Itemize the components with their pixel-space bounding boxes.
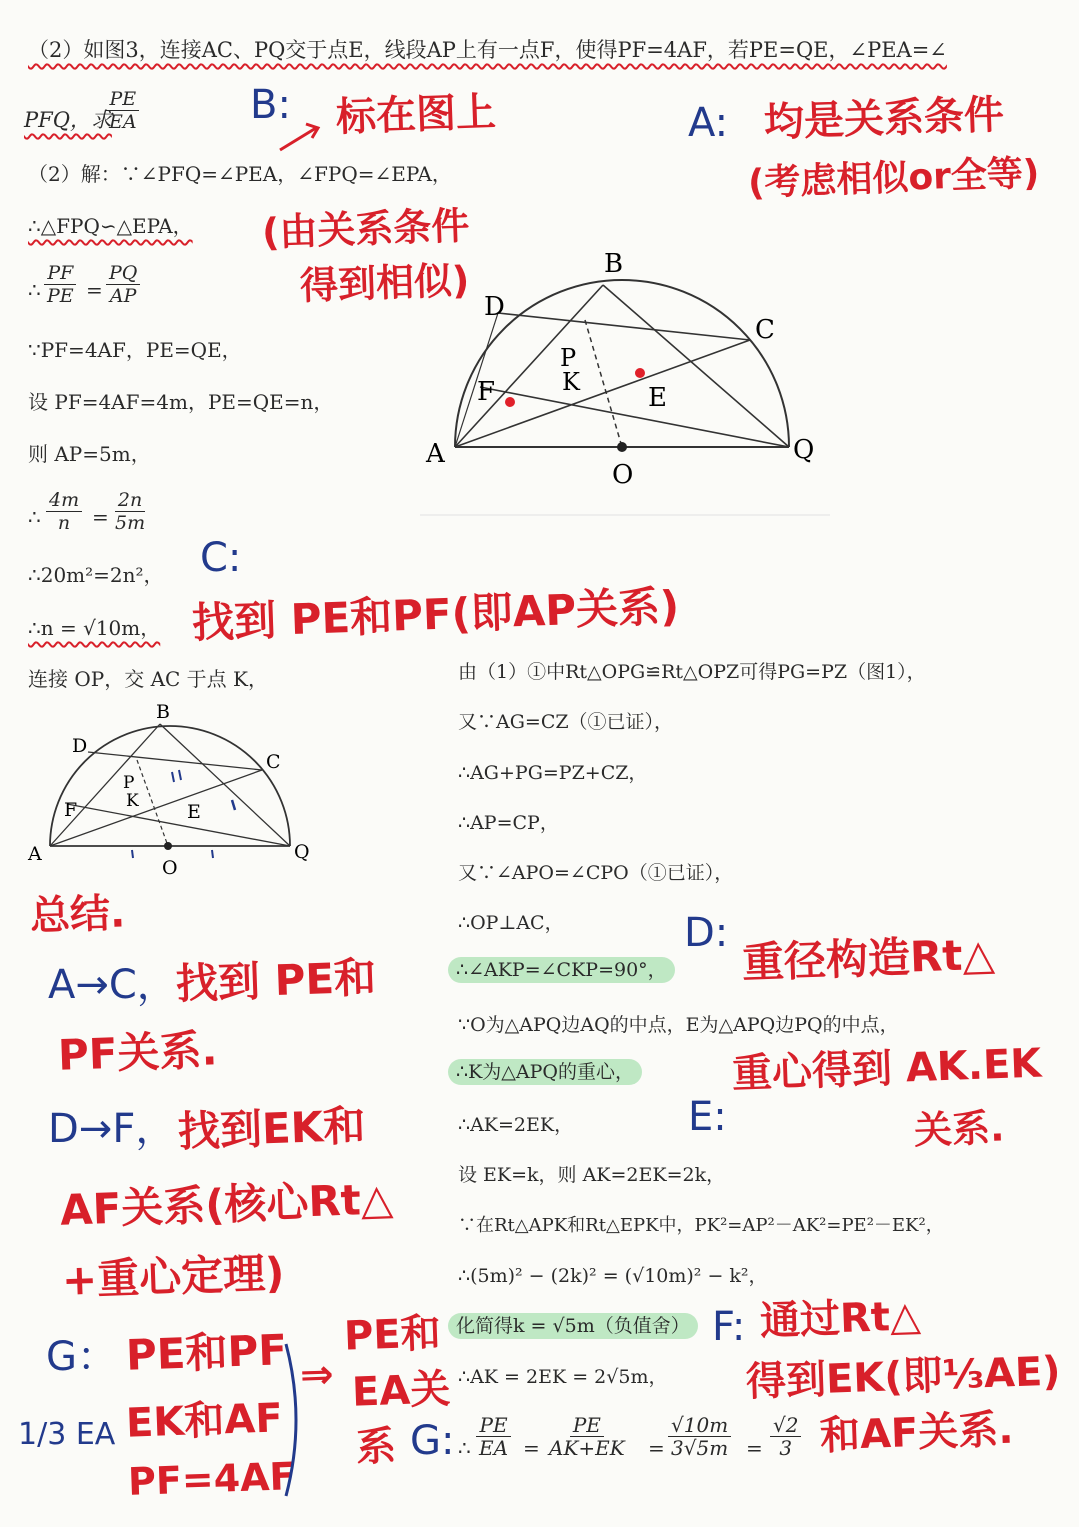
fraction-4m-n: $\frac{4m}{n}$	[46, 489, 82, 534]
right-step-7: ∴∠AKP=∠CKP=90°，	[448, 958, 675, 982]
note-g-text-1: PE和PF	[125, 1325, 288, 1380]
note-a-text-2: (考虑相似or全等)	[747, 152, 1041, 205]
note-f-label: F:	[712, 1304, 746, 1350]
note-a-text-1: 均是关系条件	[763, 91, 1005, 147]
label-e-small: E	[187, 801, 201, 823]
fraction-root10-3root5: $\frac{√10m}{3√5m}$	[668, 1414, 731, 1459]
arrow-icon	[276, 118, 336, 158]
note-condition-2: 得到相似)	[299, 258, 471, 308]
note-c-label: C:	[200, 535, 242, 581]
fraction-pf-pe: $\frac{PF}{PE}$	[44, 262, 77, 307]
label-f: F	[477, 377, 496, 407]
label-q-small: Q	[294, 841, 310, 863]
note-g-left-1: 1/3 EA	[18, 1417, 116, 1452]
right-step-9: ∴K为△APQ的重心，	[448, 1060, 642, 1084]
summary-2-c: AF关系(核心Rt△	[59, 1174, 394, 1235]
figure-small	[22, 700, 322, 880]
note-b-text: 标在图上	[335, 89, 497, 141]
label-q: Q	[793, 435, 815, 465]
note-e-text-1: 重心得到 AK.EK	[731, 1040, 1043, 1098]
problem-line-1: （2）如图3，连接AC、PQ交于点E，线段AP上有一点F，使得PF=4AF，若PE=QE，∠PEA=∠	[28, 38, 947, 62]
solution-step-4: ∵PF=4AF，PE=QE，	[28, 338, 242, 362]
label-c-small: C	[266, 751, 281, 773]
label-k: K	[562, 368, 580, 396]
note-c-text: 找到 PE和PF(即AP关系)	[191, 581, 680, 648]
note-g-text-4: 系	[355, 1423, 397, 1471]
note-a-label: A:	[688, 100, 729, 146]
figure-large	[420, 240, 840, 520]
summary-2-a: D→F，	[48, 1106, 176, 1152]
note-d-label: D:	[684, 910, 729, 956]
label-a: A	[426, 439, 445, 469]
solution-step-8: ∴20m²=2n²，	[28, 563, 164, 587]
label-o-small: O	[162, 857, 178, 879]
equals-sign: =	[648, 1436, 665, 1460]
label-d: D	[484, 292, 505, 322]
fraction-2n-5m: $\frac{2n}{5m}$	[115, 489, 146, 534]
right-step-14: 化简得k = √5m（负值舍）	[448, 1314, 698, 1338]
equals-sign: =	[746, 1436, 763, 1460]
right-step-3: ∴AG+PG=PZ+CZ，	[458, 762, 648, 784]
right-step-2: 又∵AG=CZ（①已证），	[458, 711, 674, 733]
equals-sign: =	[92, 505, 109, 529]
right-step-8: ∵O为△APQ边AQ的中点，E为△APQ边PQ的中点，	[458, 1014, 899, 1036]
summary-title: 总结.	[29, 890, 126, 940]
label-b: B	[604, 249, 624, 279]
label-d-small: D	[72, 735, 88, 757]
note-g-left-2: EK和AF	[125, 1395, 284, 1447]
right-step-13: ∴(5m)² − (2k)² = (√10m)² − k²，	[458, 1265, 768, 1287]
solution-step-9: ∴n = √10m，	[28, 616, 161, 640]
right-step-16-lead: ∴	[458, 1436, 471, 1460]
ask-fraction: $\frac{PE}{EA}$	[106, 88, 140, 133]
note-f-text-1: 通过Rt△	[759, 1293, 922, 1345]
summary-1-b: 找到 PE和	[175, 952, 377, 1009]
right-step-1: 由（1）①中Rt△OPG≌Rt△OPZ可得PG=PZ（图1），	[458, 661, 926, 683]
summary-1-a: A→C，	[48, 962, 177, 1008]
note-g-left-3: PF=4AF	[127, 1454, 297, 1504]
note-d-text: 重径构造Rt△	[741, 929, 996, 988]
fraction-pe-ea: $\frac{PE}{EA}$	[476, 1414, 511, 1459]
solution-step-7-lead: ∴	[28, 505, 41, 529]
note-b-label: B:	[250, 82, 291, 128]
label-b-small: B	[156, 701, 170, 723]
solution-step-1: （2）解：∵∠PFQ=∠PEA，∠FPQ=∠EPA，	[28, 162, 452, 186]
label-o: O	[612, 460, 634, 490]
note-f-text-2: 得到EK(即⅓AE)	[745, 1348, 1062, 1406]
equals-sign: =	[523, 1436, 540, 1460]
solution-step-3-lead: ∴	[28, 278, 41, 302]
solution-step-2: ∴△FPQ∽△EPA，	[28, 214, 193, 238]
right-step-4: ∴AP=CP，	[458, 812, 559, 834]
summary-2-b: 找到EK和	[177, 1100, 367, 1157]
fraction-root2-3: $\frac{√2}{3}$	[770, 1414, 801, 1459]
note-g-arrow: ⇒	[299, 1351, 335, 1399]
fraction-pe-ak-ek: $\frac{PE}{AK+EK}$	[549, 1413, 625, 1460]
solution-step-5: 设 PF=4AF=4m，PE=QE=n，	[28, 390, 334, 414]
note-g-text-3: EA关	[351, 1366, 452, 1416]
right-step-11: 设 EK=k，则 AK=2EK=2k，	[458, 1164, 726, 1186]
note-e-text-2: 关系.	[913, 1105, 1006, 1153]
label-p-small: P	[123, 773, 135, 793]
label-f-small: F	[64, 799, 78, 821]
note-e-label: E:	[688, 1094, 727, 1140]
label-k-small: K	[126, 791, 139, 811]
note-g-text-2: PE和	[343, 1310, 442, 1360]
note-g-label: G：	[46, 1334, 117, 1380]
right-step-6: ∴OP⊥AC，	[458, 912, 564, 934]
right-step-15: ∴AK = 2EK = 2√5m，	[458, 1366, 668, 1388]
right-step-10: ∴AK=2EK，	[458, 1114, 574, 1136]
note-condition-1: (由关系条件	[261, 203, 471, 255]
problem-line-2: PFQ，求	[24, 108, 112, 132]
summary-2-d: +重心定理)	[61, 1248, 286, 1305]
note-g2-label: G:	[410, 1418, 455, 1464]
right-step-5: 又∵∠APO=∠CPO（①已证），	[458, 862, 734, 884]
fraction-pq-ap: $\frac{PQ}{AP}$	[106, 262, 140, 307]
label-c: C	[755, 315, 775, 345]
label-a-small: A	[28, 843, 42, 865]
label-e: E	[648, 383, 667, 413]
solution-step-10: 连接 OP，交 AC 于点 K，	[28, 667, 268, 691]
solution-step-6: 则 AP=5m，	[28, 442, 151, 466]
equals-sign: =	[86, 278, 103, 302]
bracket-icon	[280, 1340, 310, 1500]
summary-1-c: PF关系.	[57, 1025, 219, 1080]
right-step-12: ∵在Rt△APK和Rt△EPK中，PK²=AP²－AK²=PE²－EK²，	[458, 1215, 944, 1236]
label-p: P	[560, 344, 577, 372]
note-g2-text: 和AF关系.	[819, 1406, 1015, 1460]
